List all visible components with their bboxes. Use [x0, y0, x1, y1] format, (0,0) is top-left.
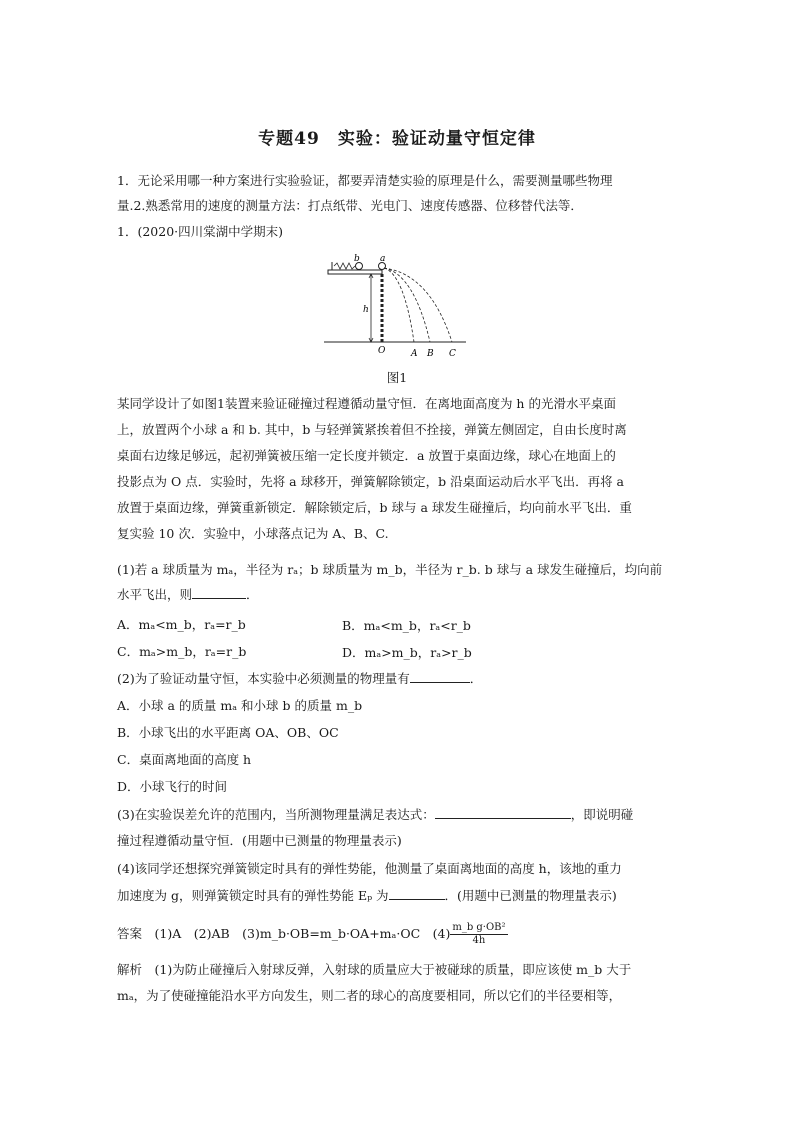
q4-stem-end: ．(用题中已测量的物理量表示) — [444, 888, 617, 903]
q4-answer-blank[interactable] — [389, 887, 445, 900]
q3-stem-2: 撞过程遵循动量守恒．(用题中已测量的物理量表示) — [117, 833, 402, 848]
label-C: C — [449, 349, 456, 359]
question-source: 1．(2020·四川棠湖中学期末) — [117, 224, 283, 239]
q2-stem — [117, 670, 482, 688]
q1-option-b: B．mₐ<m_b，rₐ<r_b — [342, 618, 471, 633]
spring — [334, 263, 355, 269]
body-line-3: 桌面右边缘足够远，起初弹簧被压缩一定长度并锁定．a 放置于桌面边缘，球心在地面上的 — [117, 448, 616, 463]
label-h: h — [363, 305, 369, 315]
q2-option-a: A．小球 a 的质量 mₐ 和小球 b 的质量 m_b — [117, 698, 363, 713]
trajectory-A — [384, 268, 414, 342]
figure-caption: 图1 — [386, 370, 408, 385]
label-O: O — [378, 346, 386, 356]
q4-stem-text: 加速度为 g，则弹簧锁定时具有的弹性势能 Eₚ 为 — [117, 888, 389, 903]
label-B: B — [427, 349, 434, 359]
q1-option-a: A．mₐ<m_b，rₐ=r_b — [117, 617, 246, 632]
q3-answer-blank[interactable] — [435, 806, 571, 819]
q2-option-b: B．小球飞出的水平距离 OA、OB、OC — [117, 725, 339, 740]
q1-option-c: C．mₐ>m_b，rₐ=r_b — [117, 644, 247, 659]
answer-fraction-numerator: m_b g·OB² — [452, 922, 506, 933]
label-b: b — [354, 254, 360, 264]
body-line-4: 投影点为 O 点．实验时，先将 a 球移开，弹簧解除锁定，b 沿桌面运动后水平飞出．再将 a — [117, 474, 624, 489]
q1-stem-end: ． — [246, 587, 259, 602]
label-a: a — [380, 254, 386, 264]
answer-line — [117, 922, 508, 947]
q4-stem-1: (4)该同学还想探究弹簧锁定时具有的弹性势能，他测量了桌面离地面的高度 h，该地的重力 — [117, 861, 622, 876]
answer-text: 答案 (1)A (2)AB (3)m_b·OB=m_b·OA+mₐ·OC (4) — [117, 926, 451, 941]
q4-stem-2 — [117, 887, 617, 905]
body-line-2: 上，放置两个小球 a 和 b. 其中，b 与轻弹簧紧挨着但不拴接，弹簧左侧固定，自由长度时离 — [117, 422, 627, 437]
q3-stem-text: (3)在实验误差允许的范围内，当所测物理量满足表达式： — [117, 807, 435, 822]
q2-option-d: D．小球飞行的时间 — [117, 779, 228, 794]
body-line-6: 复实验 10 次．实验中，小球落点记为 A、B、C. — [117, 526, 389, 541]
q1-answer-blank[interactable] — [192, 586, 246, 599]
label-A: A — [411, 349, 418, 359]
q2-stem-end: ． — [469, 671, 483, 686]
q2-stem-text: (2)为了验证动量守恒，本实验中必须测量的物理量有 — [117, 671, 410, 686]
answer-fraction-denominator: 4h — [472, 935, 486, 946]
q1-stem-1: (1)若 a 球质量为 mₐ，半径为 rₐ；b 球质量为 m_b，半径为 r_b. b 球与 a 球发生碰撞后，均向前 — [117, 562, 663, 577]
q2-answer-blank[interactable] — [410, 670, 470, 683]
q2-option-c: C．桌面离地面的高度 h — [117, 752, 252, 767]
table-top — [328, 270, 382, 274]
answer-fraction — [450, 922, 507, 947]
analysis-line-1: 解析 (1)为防止碰撞后入射球反弹，入射球的质量应大于被碰球的质量，即应该使 m_b 大于 — [117, 962, 632, 977]
intro-line-2: 量.2.熟悉常用的速度的测量方法：打点纸带、光电门、速度传感器、位移替代法等． — [117, 198, 583, 213]
q1-stem-text: 水平飞出，则 — [117, 587, 193, 602]
body-line-1: 某同学设计了如图1装置来验证碰撞过程遵循动量守恒．在离地面高度为 h 的光滑水平桌面 — [117, 396, 616, 411]
q3-stem-end: ，即说明碰 — [570, 807, 634, 822]
q1-option-d: D．mₐ>m_b，rₐ>r_b — [342, 645, 472, 660]
intro-line-1: 1．无论采用哪一种方案进行实验验证，都要弄清楚实验的原理是什么，需要测量哪些物理 — [117, 173, 613, 188]
page-title: 专题49 实验：验证动量守恒定律 — [258, 129, 536, 149]
body-line-5: 放置于桌面边缘，弹簧重新锁定．解除锁定后，b 球与 a 球发生碰撞后，均向前水平飞出．重 — [117, 500, 632, 515]
analysis-line-2: mₐ，为了使碰撞能沿水平方向发生，则二者的球心的高度要相同，所以它们的半径要相等， — [117, 988, 622, 1003]
experiment-figure — [320, 252, 470, 362]
q1-stem-2 — [117, 586, 259, 604]
q3-stem-1 — [117, 806, 633, 824]
